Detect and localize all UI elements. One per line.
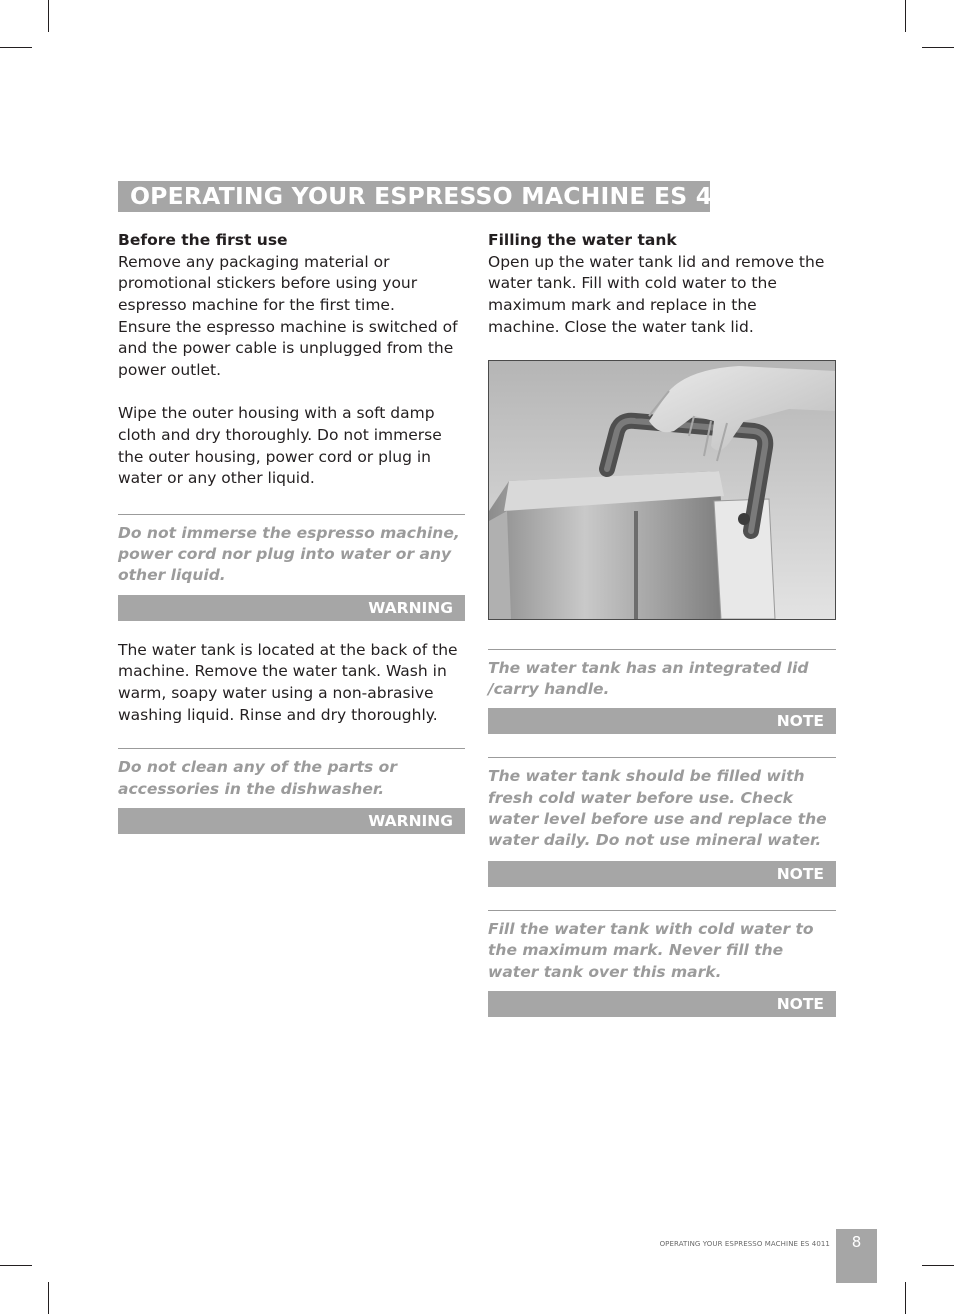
paragraph: The water tank is located at the back of the machine. Remove the water tank. Wash in warm, soapy water using a non-abrasive washing liquid. Rinse and dry thoroughly. xyxy=(118,640,458,724)
crop-mark xyxy=(905,0,906,32)
crop-mark xyxy=(48,1282,49,1314)
warning-callout xyxy=(118,514,465,621)
page-title: OPERATING YOUR ESPRESSO MACHINE ES 4011 xyxy=(118,181,710,212)
section-heading: Before the first use xyxy=(118,231,288,249)
left-column xyxy=(118,230,465,834)
water-tank-photo xyxy=(488,360,836,620)
crop-mark xyxy=(922,47,954,48)
crop-mark xyxy=(48,0,49,32)
paragraph: Wipe the outer housing with a soft damp cloth and dry thoroughly. Do not immerse the outer housing, power cord or plug in water or any other liquid. xyxy=(118,404,442,488)
crop-mark xyxy=(922,1265,954,1266)
crop-mark xyxy=(905,1282,906,1314)
crop-mark xyxy=(0,1265,32,1266)
note-text: The water tank has an integrated lid /carry handle. xyxy=(488,659,809,699)
section-heading: Filling the water tank xyxy=(488,231,677,249)
note-text: The water tank should be filled with fresh cold water before use. Check water level before use and replace the water daily. Do not use mineral water. xyxy=(488,767,827,850)
paragraph: Remove any packaging material or promotional stickers before using your espresso machine for the first time. xyxy=(118,252,418,314)
page-number: 8 xyxy=(836,1229,877,1283)
water-tank-illustration xyxy=(489,361,835,619)
warning-callout xyxy=(118,748,465,833)
warning-text: Do not immerse the espresso machine, power cord nor plug into water or any other liquid. xyxy=(118,524,460,585)
note-label: NOTE xyxy=(488,991,836,1017)
right-column xyxy=(488,230,836,338)
note-text: Fill the water tank with cold water to the maximum mark. Never fill the water tank over this mark. xyxy=(488,920,814,981)
note-label: NOTE xyxy=(488,708,836,734)
note-callout xyxy=(488,910,836,1017)
crop-mark xyxy=(0,47,32,48)
right-callouts xyxy=(488,649,836,1017)
running-footer: OPERATING YOUR ESPRESSO MACHINE ES 4011 xyxy=(659,1240,830,1248)
paragraph: Open up the water tank lid and remove the water tank. Fill with cold water to the maximum mark and replace in the machine. Close the water tank lid. xyxy=(488,252,825,336)
warning-label: WARNING xyxy=(118,808,465,834)
warning-label: WARNING xyxy=(118,595,465,621)
warning-text: Do not clean any of the parts or accessories in the dishwasher. xyxy=(118,758,397,798)
paragraph: Ensure the espresso machine is switched of and the power cable is unplugged from the power outlet. xyxy=(118,317,458,380)
note-callout xyxy=(488,757,836,887)
note-callout xyxy=(488,649,836,734)
note-label: NOTE xyxy=(488,861,836,887)
